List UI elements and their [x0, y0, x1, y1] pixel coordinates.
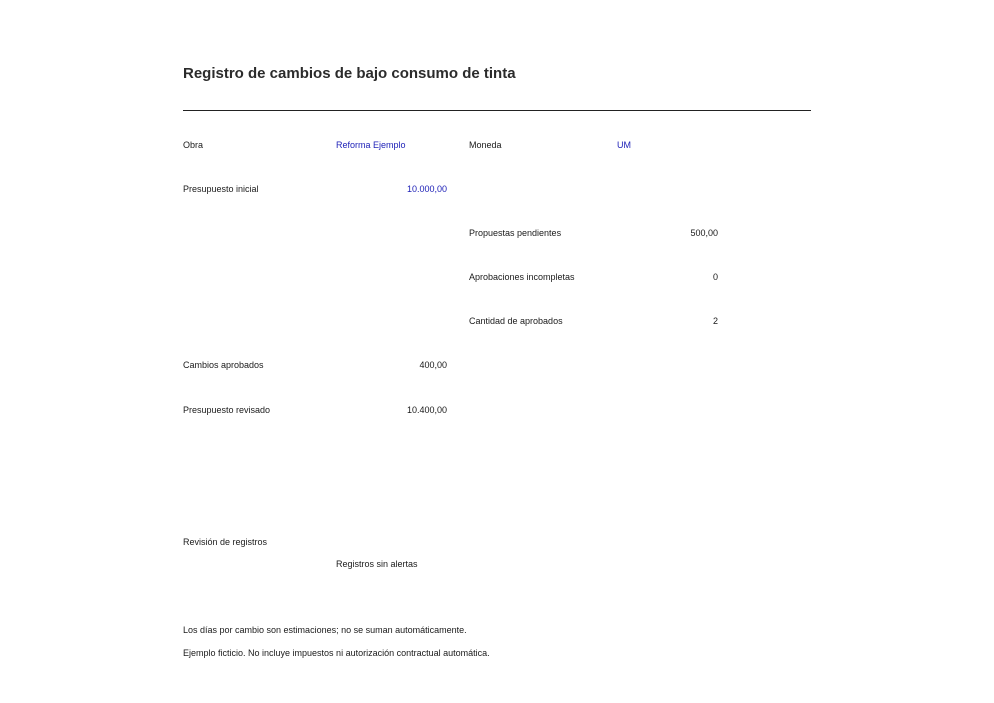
pending-proposals-value: 500,00: [690, 228, 718, 238]
approved-changes-label: Cambios aprobados: [183, 360, 264, 370]
page-title: Registro de cambios de bajo consumo de tinta: [183, 65, 516, 82]
approved-changes-value: 400,00: [419, 360, 447, 370]
approved-count-value: 2: [712, 316, 718, 326]
initial-budget-label: Presupuesto inicial: [183, 184, 259, 194]
initial-budget-value[interactable]: 10.000,00: [406, 184, 447, 194]
note-estimates: Los días por cambio son estimaciones; no se suman automáticamente.: [183, 625, 467, 635]
currency-label: Moneda: [469, 140, 502, 150]
revised-budget-value: 10.400,00: [406, 405, 447, 415]
review-status: Registros sin alertas: [336, 559, 418, 569]
incomplete-approvals-label: Aprobaciones incompletas: [469, 272, 575, 282]
note-disclaimer: Ejemplo ficticio. No incluye impuestos ni autorización contractual automática.: [183, 648, 490, 658]
pending-proposals-label: Propuestas pendientes: [469, 228, 562, 238]
title-divider: [183, 110, 811, 111]
revised-budget-label: Presupuesto revisado: [183, 405, 271, 415]
incomplete-approvals-value: 0: [712, 272, 718, 282]
approved-count-label: Cantidad de aprobados: [469, 316, 563, 326]
project-value[interactable]: Reforma Ejemplo: [336, 140, 406, 150]
review-label: Revisión de registros: [183, 537, 268, 547]
project-label: Obra: [183, 140, 204, 150]
currency-value[interactable]: UM: [617, 140, 631, 150]
